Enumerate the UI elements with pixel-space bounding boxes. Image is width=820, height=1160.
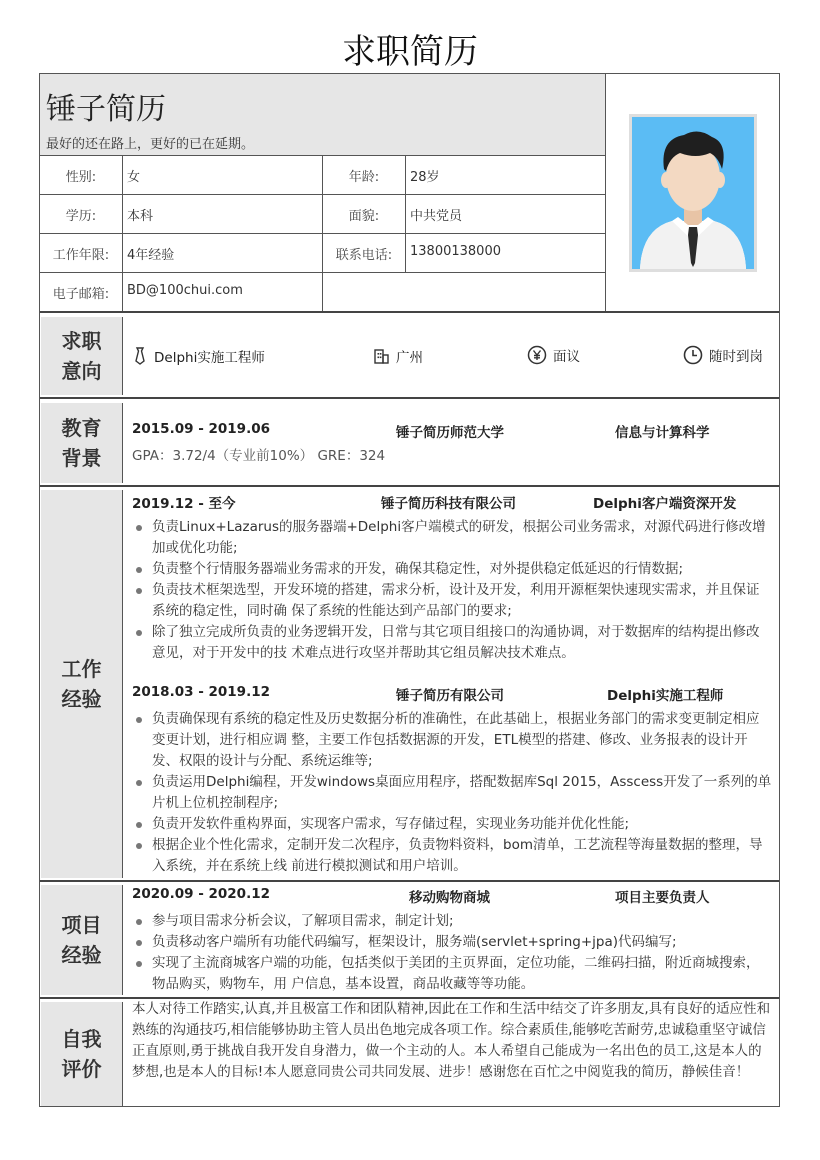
work-section-label: 工作 经验 bbox=[41, 490, 123, 878]
list-item: 负责整个行情服务器端业务需求的开发，确保其稳定性，对外提供稳定低延迟的行情数据; bbox=[132, 559, 772, 580]
job1-duties bbox=[132, 517, 772, 664]
intent-city: 广州 bbox=[373, 346, 423, 366]
job1-company: 锤子简历科技有限公司 bbox=[381, 496, 516, 512]
intent-section-label: 求职 意向 bbox=[41, 317, 123, 395]
intent-salary: 面议 bbox=[527, 345, 580, 365]
tie-icon bbox=[132, 347, 148, 365]
project-role: 项目主要负责人 bbox=[615, 890, 710, 906]
job2-period: 2018.03 - 2019.12 bbox=[132, 684, 270, 700]
list-item: 负责移动客户端所有功能代码编写，框架设计，服务端(servlet+spring+jpa)代码编写; bbox=[132, 932, 772, 953]
yen-icon bbox=[527, 345, 547, 365]
self-evaluation-text: 本人对待工作踏实,认真,并且极富工作和团队精神,因此在工作和生活中结交了许多朋友,具有良好的适应性和熟练的沟通技巧,相信能够协助主管人员出色地完成各项工作。综合素质佳,能够吃苦耐劳,忠诚稳重坚守诚信正直原则,勇于挑战自我开发自身潜力，做一个主动的人。本人希望自己能成为一名出色的员工,这是本人的梦想,也是本人的目标!本人愿意同贵公司共同发展、进步！感谢您在百忙之中阅览我的简历，静候佳音！ bbox=[132, 1001, 771, 1080]
job2-duties bbox=[132, 709, 772, 877]
candidate-name: 锤子简历 bbox=[46, 92, 166, 127]
avatar-illustration bbox=[632, 117, 754, 269]
building-icon bbox=[373, 348, 390, 365]
job1-period: 2019.12 - 至今 bbox=[132, 496, 236, 512]
header-banner bbox=[40, 74, 606, 156]
education-section-label: 教育 背景 bbox=[41, 403, 123, 483]
divider bbox=[40, 397, 779, 399]
education-gpa: GPA：3.72/4（专业前10%） GRE：324 bbox=[132, 448, 386, 464]
divider bbox=[40, 485, 779, 487]
project-duties bbox=[132, 911, 772, 995]
resume-frame bbox=[39, 73, 780, 1107]
politics-label: 面貌: bbox=[323, 195, 406, 234]
self-section-label: 自我 评价 bbox=[41, 1002, 123, 1106]
list-item: 负责运用Delphi编程，开发windows桌面应用程序，搭配数据库Sql 2015，Asscess开发了一系列的单片机上位机控制程序; bbox=[132, 772, 772, 814]
job2-role: Delphi实施工程师 bbox=[607, 688, 724, 704]
intent-position: Delphi实施工程师 bbox=[132, 346, 265, 366]
empty-cell bbox=[323, 273, 606, 312]
politics-value: 中共党员 bbox=[406, 195, 606, 234]
motto: 最好的还在路上，更好的已在延期。 bbox=[46, 137, 255, 152]
education-major: 信息与计算科学 bbox=[615, 425, 710, 441]
age-value: 28岁 bbox=[406, 156, 606, 195]
education-period: 2015.09 - 2019.06 bbox=[132, 421, 270, 437]
project-name: 移动购物商城 bbox=[409, 890, 490, 906]
age-label: 年龄: bbox=[323, 156, 406, 195]
list-item: 参与项目需求分析会议，了解项目需求，制定计划; bbox=[132, 911, 772, 932]
years-label: 工作年限: bbox=[40, 234, 123, 273]
gender-value: 女 bbox=[123, 156, 323, 195]
project-period: 2020.09 - 2020.12 bbox=[132, 886, 270, 902]
list-item: 负责开发软件重构界面，实现客户需求，写存储过程，实现业务功能并优化性能; bbox=[132, 814, 772, 835]
intent-availability: 随时到岗 bbox=[683, 345, 763, 365]
education-school: 锤子简历师范大学 bbox=[396, 425, 504, 441]
list-item: 除了独立完成所负责的业务逻辑开发，日常与其它项目组接口的沟通协调，对于数据库的结构提出修改意见，对于开发中的技 术难点进行攻坚并帮助其它组员解决技术难点。 bbox=[132, 622, 772, 664]
gender-label: 性别: bbox=[40, 156, 123, 195]
phone-label: 联系电话: bbox=[323, 234, 406, 273]
email-label: 电子邮箱: bbox=[40, 273, 123, 312]
job2-company: 锤子简历有限公司 bbox=[396, 688, 504, 704]
phone-value: 13800138000 bbox=[406, 234, 606, 273]
divider bbox=[40, 880, 779, 882]
photo-cell bbox=[606, 74, 779, 312]
clock-icon bbox=[683, 345, 703, 365]
document-title: 求职简历 bbox=[342, 32, 478, 72]
avatar bbox=[629, 114, 757, 272]
job1-role: Delphi客户端资深开发 bbox=[593, 496, 737, 512]
list-item: 实现了主流商城客户端的功能，包括类似于美团的主页界面，定位功能，二维码扫描，附近商城搜索，物品购买，购物车，用 户信息，基本设置，商品收藏等等功能。 bbox=[132, 953, 772, 995]
list-item: 根据企业个性化需求，定制开发二次程序，负责物料资料，bom清单，工艺流程等海量数据的整理，导入系统，并在系统上线 前进行模拟测试和用户培训。 bbox=[132, 835, 772, 877]
list-item: 负责Linux+Lazarus的服务器端+Delphi客户端模式的研发，根据公司业务需求，对源代码进行修改增加或优化功能; bbox=[132, 517, 772, 559]
years-value: 4年经验 bbox=[123, 234, 323, 273]
education-label: 学历: bbox=[40, 195, 123, 234]
list-item: 负责确保现有系统的稳定性及历史数据分析的准确性，在此基础上，根据业务部门的需求变更制定相应变更计划，进行相应调 整，主要工作包括数据源的开发，ETL模型的搭建、修改、业务报表的设计开发、权限的设计与分配、系统运维等; bbox=[132, 709, 772, 772]
education-value: 本科 bbox=[123, 195, 323, 234]
email-value: BD@100chui.com bbox=[123, 273, 323, 312]
project-section-label: 项目 经验 bbox=[41, 885, 123, 995]
divider bbox=[40, 311, 779, 313]
list-item: 负责技术框架选型，开发环境的搭建，需求分析，设计及开发，利用开源框架快速现实需求，并且保证系统的稳定性，同时确 保了系统的性能达到产品部门的要求; bbox=[132, 580, 772, 622]
